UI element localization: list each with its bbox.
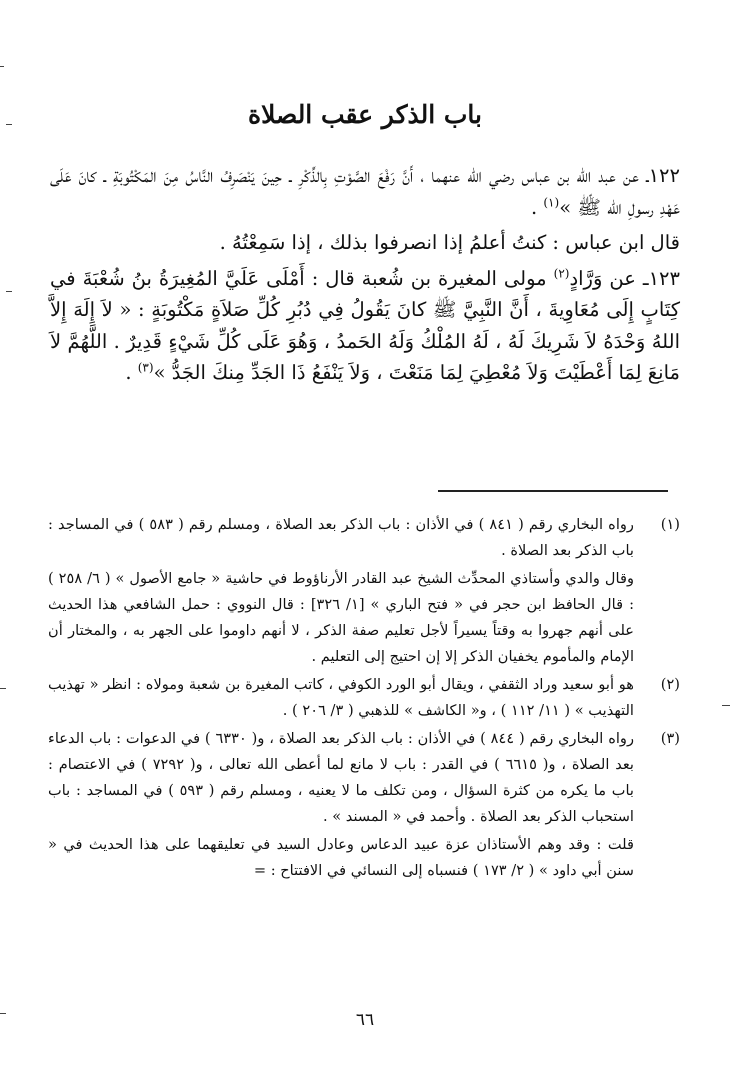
footnote-paragraph: رواه البخاري رقم ( ٨٤٤ ) في الأذان : باب الذكر بعد الصلاة ، و( ٦٣٣٠ ) في الدعوات : باب الدعاء بعد الصلاة ، و( ٦٦١٥ ) في القدر : باب لا مانع لما أعطى الله تعالى ، و( ٧٢٩٢ ) في الاعتصام : باب ما يكره من كثرة السؤال ، ومن تكلف ما لا يعنيه ، ومسلم رقم ( ٥٩٣ ) في المساجد : باب استحباب الذكر بعد الصلاة . وأحمد في « المسند » . [48, 729, 635, 825]
footnote-paragraph: وقال والدي وأستاذي المحدِّث الشيخ عبد القادر الأرناؤوط في حاشية « جامع الأصول » ( ٦/ ٢٥٨ ) : قال الحافظ ابن حجر في « فتح الباري » [١/ ٣٢٦] : قال النووي : حمل الشافعي هذا الحديث على أنهم جهروا به وقتاً يسيراً لأجل تعليم صفة الذكر ، لا أنهم داوموا على الجهر به ، والمختار أن الإمام والمأموم يخفيان الذكر إلا إن احتيج إلى التعليم . [48, 569, 635, 665]
hadith-end: . [530, 195, 544, 219]
chapter-title: باب الذكر عقب الصلاة [248, 100, 482, 129]
footnote-2 [48, 672, 680, 724]
footnote-paragraph: هو أبو سعيد وراد الثقفي ، ويقال أبو الورد الكوفي ، كاتب المغيرة بن شعبة ومولاه : انظر « تهذيب التهذيب » ( ١١/ ١١٢ ) ، و« الكاشف » للذهبي ( ٣/ ٢٠٦ ) . [48, 675, 634, 719]
footnote-separator [438, 490, 668, 492]
hadith-122 [50, 160, 680, 223]
footnote-body [48, 672, 634, 724]
footnote-body [48, 566, 634, 670]
footnote-reference[interactable]: (٣) [137, 360, 154, 375]
margin-tick [0, 66, 4, 67]
footnote-3 [48, 726, 680, 830]
footnote-body [48, 726, 634, 830]
footnote-paragraph: رواه البخاري رقم ( ٨٤١ ) في الأذان : باب الذكر بعد الصلاة ، ومسلم رقم ( ٥٨٣ ) في المساجد : باب الذكر بعد الصلاة . [48, 516, 634, 559]
footnote-paragraph: قلت : وقد وهم الأستاذان عزة عبيد الدعاس وعادل السيد في تعليقهما على هذا الحديث في « سنن أبي داود » ( ٢/ ١٧٣ ) فنسباه إلى النسائي في الافتتاح : = [48, 835, 634, 879]
margin-tick [0, 1013, 6, 1014]
footnote-reference[interactable]: (٢) [553, 266, 570, 281]
footnote-number: (٣) [660, 729, 680, 747]
page-number: ٦٦ [355, 1010, 375, 1030]
footnotes [48, 512, 680, 886]
margin-tick [0, 688, 6, 689]
hadith-body: ـ عن عبد الله بن عباس رضي الله عنهما ، أَنَّ رَفْعَ الصَّوْتِ بِالذِّكْرِ ـ حِينَ يَنْصَرِفُ النَّاسُ مِنَ المَكْتُوبَةِ ـ كانَ عَلَى عَهْدِ رسولِ الله ﷺ » [50, 164, 680, 219]
footnote-1 [48, 512, 680, 564]
hadith-number: ١٢٣ [648, 266, 680, 290]
footnote-body [48, 512, 634, 564]
margin-tick [6, 124, 12, 125]
margin-tick [722, 705, 730, 706]
footnote-number: (١) [660, 516, 680, 533]
footnote-reference[interactable]: (١) [543, 195, 560, 210]
footnote-3-continued [48, 832, 680, 884]
footnote-1-continued [48, 566, 680, 670]
margin-tick [6, 291, 12, 292]
ibn-abbas-saying: قال ابن عباس : كنتُ أعلمُ إذا انصرفوا بذلك ، إذا سَمِعْتُهُ . [219, 231, 680, 255]
footnote-number: (٢) [660, 675, 680, 693]
hadith-body: مولى المغيرة بن شُعبة قال : أَمْلَى عَلَيَّ المُغِيرَةُ بنُ شُعْبَةَ في كِتَابٍ إِلَى مُعَاوِيةَ ، أَنَّ النَّبِيَّ ﷺ كانَ يَقُولُ فِي دُبُرِ كُلِّ صَلاَةٍ مَكْتُوبَةٍ : « لاَ إِلَهَ إِلاَّ اللهُ وَحْدَهُ لاَ شَرِيكَ لَهُ ، لَهُ المُلْكُ وَلَهُ الحَمدُ ، وَهُوَ عَلَى كُلِّ شَيْءٍ قَدِيرٌ . اللَّهُمَّ لاَ مَانِعَ لِمَا أَعْطَيْتَ وَلاَ مُعْطِيَ لِمَا مَنَعْتَ ، وَلاَ يَنْفَعُ ذَا الجَدِّ مِنكَ الجَدُّ » [50, 266, 680, 385]
footnote-body [48, 832, 634, 884]
hadith-123 [50, 263, 680, 389]
hadith-number: ١٢٢ [648, 164, 680, 187]
book-page [40, 0, 690, 1083]
hadith-end: . [125, 361, 138, 385]
hadith-text-block [50, 160, 680, 393]
hadith-body: ـ عن وَرَّادٍ [569, 266, 649, 290]
